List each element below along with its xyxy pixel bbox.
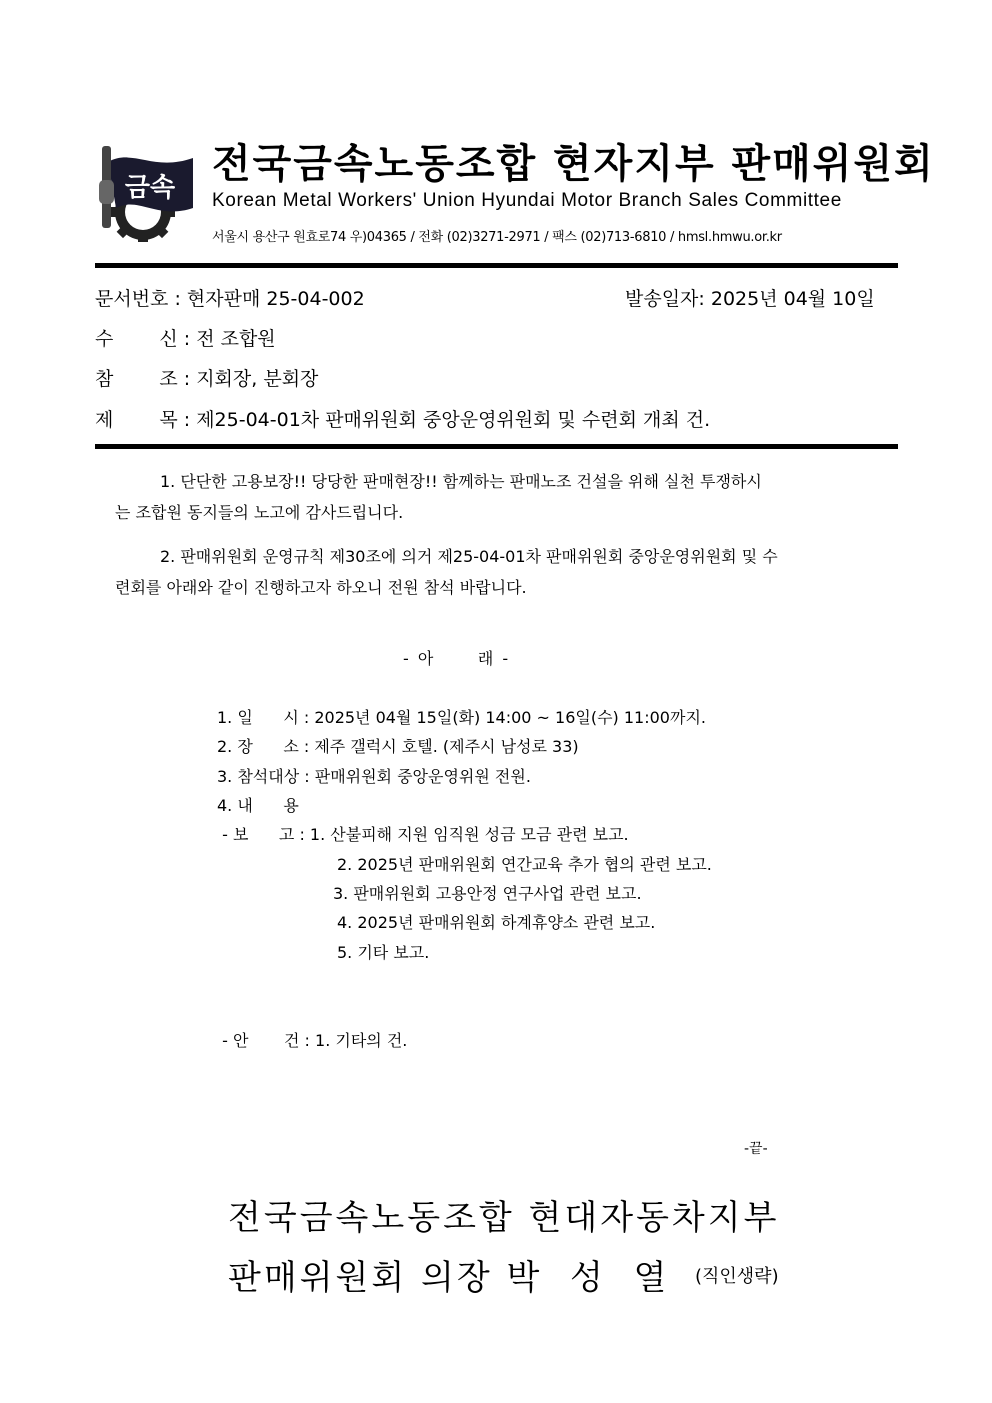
recipient-label-b: 신 : bbox=[159, 328, 191, 350]
reference-label-b: 조 : bbox=[159, 368, 191, 390]
subject-label-a: 제 bbox=[95, 409, 160, 431]
paragraph-2 bbox=[115, 541, 898, 603]
signature-name: 판매위원회 의장 박 성 열 bbox=[228, 1258, 670, 1298]
doc-number-row bbox=[95, 284, 365, 311]
agenda-item: - 안 건 : 1. 기타의 건. bbox=[217, 1031, 408, 1050]
item-location: 2. 장 소 : 제주 갤럭시 호텔. (제주시 남성로 33) bbox=[217, 737, 579, 756]
doc-number: 현자판매 25-04-002 bbox=[186, 288, 365, 310]
send-date: 발송일자: 2025년 04월 10일 bbox=[625, 288, 875, 310]
item-attendees: 3. 참석대상 : 판매위원회 중앙운영위원 전원. bbox=[217, 767, 531, 786]
report-item-4: 4. 2025년 판매위원회 하계휴양소 관련 보고. bbox=[337, 913, 656, 932]
paragraph-1-line-2: 는 조합원 동지들의 노고에 감사드립니다. bbox=[115, 503, 404, 522]
signature-organization: 전국금속노동조합 현대자동차지부 bbox=[228, 1198, 780, 1238]
paragraph-1-line-1: 1. 단단한 고용보장!! 당당한 판매현장!! 함께하는 판매노조 건설을 위해 실천 투쟁하시 bbox=[160, 472, 762, 491]
recipient-label-a: 수 bbox=[95, 328, 160, 350]
subject-row bbox=[95, 405, 710, 432]
reference: 지회장, 분회장 bbox=[196, 368, 319, 390]
item-schedule: 1. 일 시 : 2025년 04월 15일(화) 14:00 ~ 16일(수) 11:00까지. bbox=[217, 708, 706, 727]
org-english-name: Korean Metal Workers' Union Hyundai Motor Branch Sales Committee bbox=[212, 190, 842, 211]
bottom-divider bbox=[95, 444, 898, 449]
end-mark: -끝- bbox=[744, 1141, 768, 1157]
subject-label-b: 목 : bbox=[159, 409, 191, 431]
org-address: 서울시 용산구 원효로74 우)04365 / 전화 (02)3271-2971 / 팩스 (02)713-6810 / hmsl.hmwu.or.kr bbox=[212, 230, 782, 245]
org-title: 전국금속노동조합 현자지부 판매위원회 bbox=[212, 141, 935, 187]
union-logo bbox=[98, 146, 198, 242]
paragraph-2-line-2: 련회를 아래와 같이 진행하고자 하오니 전원 참석 바랍니다. bbox=[115, 578, 527, 597]
report-item-3: 3. 판매위원회 고용안정 연구사업 관련 보고. bbox=[333, 884, 642, 903]
recipient: 전 조합원 bbox=[196, 328, 276, 350]
report-item-1: - 보 고 : 1. 산불피해 지원 임직원 성금 모금 관련 보고. bbox=[217, 825, 629, 844]
section-heading: - 아 래 - bbox=[403, 649, 511, 668]
paragraph-2-line-1: 2. 판매위원회 운영규칙 제30조에 의거 제25-04-01차 판매위원회 중앙운영위원회 및 수 bbox=[160, 547, 778, 566]
subject: 제25-04-01차 판매위원회 중앙운영위원회 및 수련회 개최 건. bbox=[196, 409, 711, 431]
report-item-5: 5. 기타 보고. bbox=[337, 943, 430, 962]
reference-row bbox=[95, 364, 318, 391]
top-divider bbox=[95, 263, 898, 268]
doc-number-label: 문서번호 : bbox=[95, 288, 181, 310]
report-item-2: 2. 2025년 판매위원회 연간교육 추가 협의 관련 보고. bbox=[337, 855, 712, 874]
seal-omitted-note: (직인생략) bbox=[695, 1266, 779, 1287]
logo-text: 금속 bbox=[124, 173, 176, 203]
paragraph-1 bbox=[115, 466, 898, 528]
recipient-row bbox=[95, 324, 276, 351]
item-content: 4. 내 용 bbox=[217, 796, 299, 815]
reference-label-a: 참 bbox=[95, 368, 160, 390]
